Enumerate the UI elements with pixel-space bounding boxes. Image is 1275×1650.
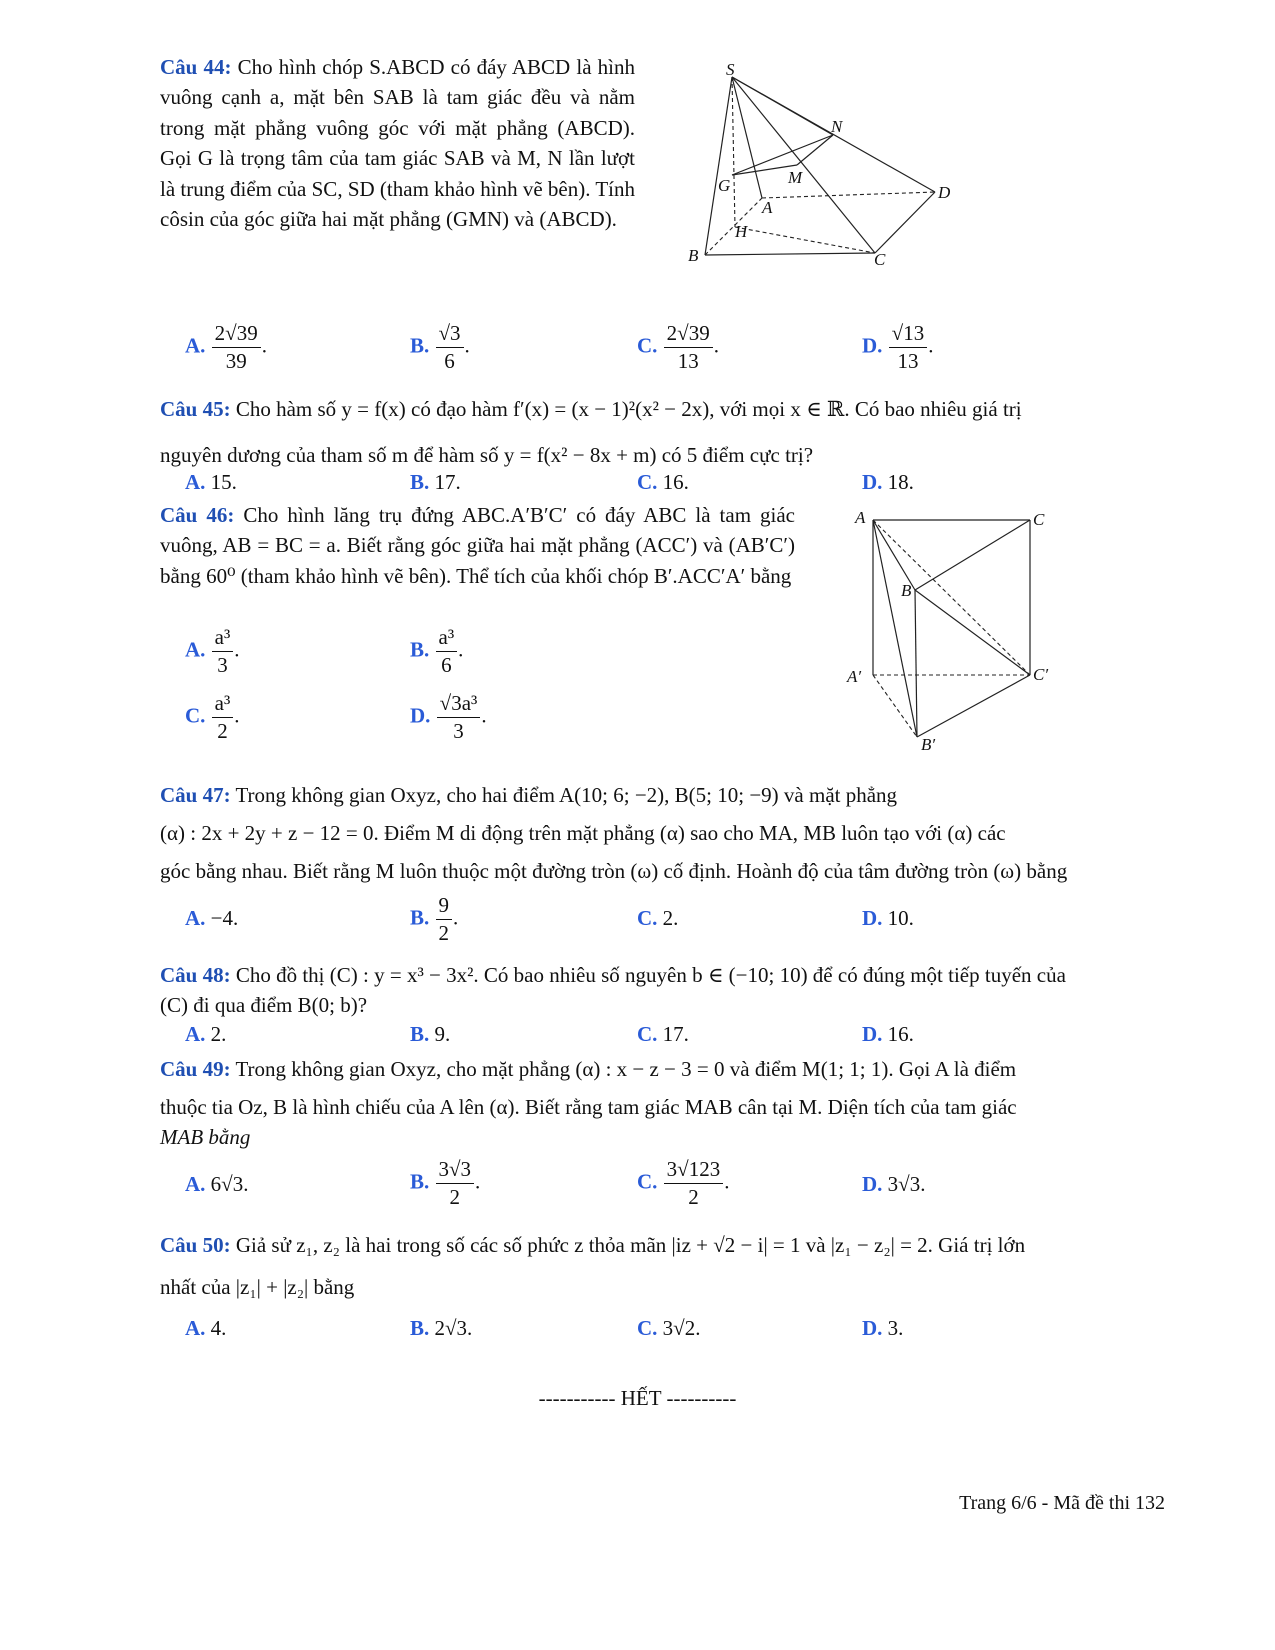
pyramid-figure — [680, 55, 970, 286]
question-line: Trong không gian Oxyz, cho mặt phẳng (α) : x − z − 3 = 0 và điểm M(1; 1; 1). Gọi A là điểm — [235, 1057, 1017, 1081]
vertex-label-g: G — [718, 176, 731, 195]
fraction: $\frac{3√3}{2}$ — [436, 1156, 475, 1212]
q46-option-a[interactable]: A. $\frac{\text{a³}}{3}$ . — [185, 624, 240, 680]
question-line: Cho đồ thị (C) : y = x³ − 3x². Có bao nhiêu số nguyên b ∈ (−10; 10) để có đúng một tiếp tuyến của — [235, 963, 1066, 987]
question-45-line2: nguyên dương của tham số m để hàm số y = f(x² − 8x + m) có 5 điểm cực trị? — [160, 443, 814, 467]
q50-option-c[interactable]: C. 3√2. — [637, 1316, 701, 1340]
question-label: Câu 47: — [160, 783, 231, 807]
prism-diagram — [845, 505, 1075, 755]
vertex-label-s: S — [726, 60, 735, 79]
fraction: $\frac{\text{a³}}{2}$ — [212, 690, 234, 746]
q45-option-b[interactable]: B. 17. — [410, 470, 461, 494]
q47-option-c[interactable]: C. 2. — [637, 906, 679, 930]
question-text: Cho hình chóp S.ABCD có đáy ABCD là hình vuông cạnh a, mặt bên SAB là tam giác đều và nằm trong mặt phẳng vuông góc với mặt phẳng (ABCD). Gọi G là trọng tâm của tam giác SAB và M, N lần lượt là trung điểm của SC, SD (tham khảo hình vẽ bên). Tính côsin của góc giữa hai mặt phẳng (GMN) và (ABCD). — [160, 55, 635, 232]
q47-option-d[interactable]: D. 10. — [862, 906, 914, 930]
vertex-label-a: A — [762, 198, 773, 217]
q50-option-a[interactable]: A. 4. — [185, 1316, 227, 1340]
pyramid-diagram — [680, 55, 970, 280]
question-49 — [160, 1054, 1016, 1084]
q46-option-d[interactable]: D. $\frac{\text{√3a³}}{3}$ . — [410, 690, 487, 746]
q44-option-a[interactable]: A. $\frac{2√39}{39}$ . — [185, 320, 267, 376]
vertex-label-c: C — [874, 250, 886, 269]
option-label: A. — [185, 333, 206, 358]
question-line: Giả sử z₁, z₂ là hai trong số các số phức z thỏa mãn |iz + √2 − i| = 1 và |z₁ − z₂| = 2. Giá trị lớn — [235, 1233, 1026, 1257]
q49-option-d[interactable]: D. 3√3. — [862, 1172, 926, 1196]
q45-option-d[interactable]: D. 18. — [862, 470, 914, 494]
q50-option-b[interactable]: B. 2√3. — [410, 1316, 473, 1340]
question-46 — [160, 500, 795, 591]
vertex-label-h: H — [735, 222, 748, 241]
q49-option-b[interactable]: B. $\frac{3√3}{2}$ . — [410, 1156, 480, 1212]
question-45 — [160, 394, 1120, 424]
fraction: $\frac{\text{√3a³}}{3}$ — [437, 690, 481, 746]
vertex-label-a-prime: A′ — [847, 667, 862, 686]
question-47-line2: (α) : 2x + 2y + z − 12 = 0. Điểm M di động trên mặt phẳng (α) sao cho MA, MB luôn tạo với (α) các — [160, 821, 1006, 845]
question-label: Câu 48: — [160, 963, 231, 987]
q48-option-d[interactable]: D. 16. — [862, 1022, 914, 1046]
q48-option-a[interactable]: A. 2. — [185, 1022, 227, 1046]
q47-option-a[interactable]: A. −4. — [185, 906, 239, 930]
q46-option-b[interactable]: B. $\frac{\text{a³}}{6}$ . — [410, 624, 463, 680]
question-label: Câu 49: — [160, 1057, 231, 1081]
page-footer: Trang 6/6 - Mã đề thi 132 — [959, 1492, 1165, 1514]
q46-option-c[interactable]: C. $\frac{\text{a³}}{2}$ . — [185, 690, 240, 746]
question-line: Cho hàm số y = f(x) có đạo hàm f′(x) = (x − 1)²(x² − 2x), với mọi x ∈ ℝ. Có bao nhiêu giá trị — [235, 397, 1022, 421]
vertex-label-n: N — [831, 117, 843, 136]
fraction: $\frac{\text{a³}}{3}$ — [212, 624, 234, 680]
q48-option-c[interactable]: C. 17. — [637, 1022, 689, 1046]
question-label: Câu 45: — [160, 397, 231, 421]
vertex-label-b: B — [901, 581, 912, 600]
end-marker: ----------- HẾT ---------- — [538, 1386, 737, 1410]
vertex-label-b-prime: B′ — [921, 735, 936, 754]
question-label: Câu 44: — [160, 55, 232, 79]
option-label: D. — [862, 333, 883, 358]
question-text: Cho hình lăng trụ đứng ABC.A′B′C′ có đáy ABC là tam giác vuông, AB = BC = a. Biết rằng góc giữa hai mặt phẳng (ACC′) và (AB′C′) bằng 60⁰ (tham khảo hình vẽ bên). Thể tích của khối chóp B′.ACC′A′ bằng — [160, 503, 795, 588]
q47-option-b[interactable]: B. $\frac{9}{2}$ . — [410, 892, 458, 948]
fraction: $\frac{2√39}{39}$ — [212, 320, 261, 376]
question-47 — [160, 780, 897, 810]
question-label: Câu 50: — [160, 1233, 231, 1257]
question-44 — [160, 52, 635, 235]
q44-option-b[interactable]: B. $\frac{√3}{6}$ . — [410, 320, 470, 376]
fraction: $\frac{\text{a³}}{6}$ — [436, 624, 458, 680]
vertex-label-a: A — [855, 508, 866, 527]
fraction: $\frac{√3}{6}$ — [436, 320, 464, 376]
q48-option-b[interactable]: B. 9. — [410, 1022, 451, 1046]
vertex-label-m: M — [788, 168, 803, 187]
fraction: $\frac{√13}{13}$ — [889, 320, 928, 376]
question-50 — [160, 1230, 1025, 1260]
vertex-label-d: D — [938, 183, 951, 202]
fraction: $\frac{3√123}{2}$ — [664, 1156, 724, 1212]
q50-option-d[interactable]: D. 3. — [862, 1316, 904, 1340]
q45-option-a[interactable]: A. 15. — [185, 470, 237, 494]
prism-figure — [845, 505, 1075, 761]
question-48 — [160, 960, 1066, 990]
q49-option-a[interactable]: A. 6√3. — [185, 1172, 249, 1196]
question-50-line2: nhất của |z₁| + |z₂| bằng — [160, 1275, 355, 1299]
q45-option-c[interactable]: C. 16. — [637, 470, 689, 494]
option-label: C. — [637, 333, 658, 358]
option-label: B. — [410, 333, 430, 358]
vertex-label-b: B — [688, 246, 699, 265]
question-48-line2: (C) đi qua điểm B(0; b)? — [160, 993, 368, 1017]
q49-option-c[interactable]: C. $\frac{3√123}{2}$ . — [637, 1156, 729, 1212]
q44-option-d[interactable]: D. $\frac{√13}{13}$ . — [862, 320, 933, 376]
question-label: Câu 46: — [160, 503, 235, 527]
vertex-label-c-prime: C′ — [1033, 665, 1049, 684]
fraction: $\frac{9}{2}$ — [436, 892, 453, 948]
question-49-line2: thuộc tia Oz, B là hình chiếu của A lên (α). Biết rằng tam giác MAB cân tại M. Diện tích của tam giác — [160, 1095, 1017, 1119]
fraction: $\frac{2√39}{13}$ — [664, 320, 713, 376]
question-47-line3: góc bằng nhau. Biết rằng M luôn thuộc một đường tròn (ω) cố định. Hoành độ của tâm đường tròn (ω) bằng — [160, 859, 1068, 883]
question-49-line3: MAB bằng — [160, 1125, 251, 1149]
question-line: Trong không gian Oxyz, cho hai điểm A(10; 6; −2), B(5; 10; −9) và mặt phẳng — [235, 783, 898, 807]
vertex-label-c: C — [1033, 510, 1045, 529]
q44-option-c[interactable]: C. $\frac{2√39}{13}$ . — [637, 320, 719, 376]
